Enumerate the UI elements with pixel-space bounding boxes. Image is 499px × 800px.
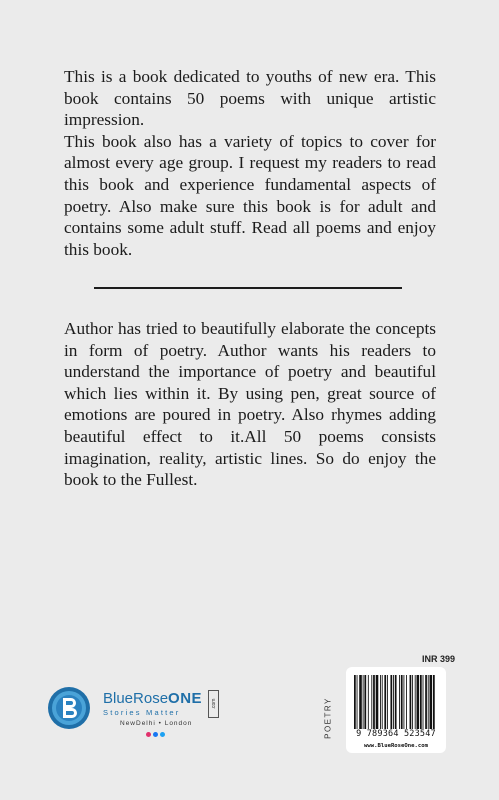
- barcode-bar: [423, 675, 424, 729]
- barcode-bar: [390, 675, 392, 729]
- publisher-name: [103, 690, 202, 707]
- barcode-bar: [399, 675, 400, 729]
- barcode-bar: [430, 675, 433, 729]
- barcode-bar: [376, 675, 379, 729]
- blurb-top: [64, 66, 436, 260]
- barcode-bar: [410, 675, 412, 729]
- barcode-bar: [403, 675, 404, 729]
- price-label: INR 399: [422, 654, 456, 664]
- barcode-bar: [364, 675, 366, 729]
- publisher-cities: NewDelhi • London: [120, 720, 193, 727]
- barcode-bar: [393, 675, 394, 729]
- social-icons: [146, 732, 165, 737]
- blurb-bottom: [64, 318, 436, 491]
- barcode-bar: [382, 675, 383, 729]
- genre-label-box: [322, 688, 334, 748]
- barcode-bar: [417, 675, 420, 729]
- barcode-bar: [420, 675, 422, 729]
- publisher-dotcom: .com: [210, 698, 217, 710]
- publisher-website: www.BlueRoseOne.com: [364, 743, 428, 749]
- instagram-icon: [146, 732, 151, 737]
- publisher-tagline: Stories Matter: [103, 708, 181, 717]
- barcode-bar: [368, 675, 369, 729]
- barcode-bar: [433, 675, 435, 729]
- barcode-bar: [406, 675, 407, 729]
- publisher-name-part2: ONE: [168, 690, 203, 707]
- barcode-bar: [412, 675, 413, 729]
- barcode-panel: [346, 667, 446, 753]
- barcode-bar: [384, 675, 386, 729]
- barcode-bar: [387, 675, 388, 729]
- blurb-paragraph: This is a book dedicated to youths of new era. This book contains 50 poems with unique artistic impression.: [64, 67, 436, 130]
- barcode-bar: [373, 675, 375, 729]
- barcode-bar: [357, 675, 358, 729]
- barcode-bar: [380, 675, 381, 729]
- isbn-number: 9 789364 523547: [356, 729, 436, 739]
- barcode-bar: [354, 675, 356, 729]
- barcode-bar: [425, 675, 427, 729]
- barcode-bar: [359, 675, 362, 729]
- barcode-bar: [363, 675, 364, 729]
- barcode-bar: [371, 675, 372, 729]
- isbn-barcode: [354, 675, 438, 731]
- barcode-bar: [415, 675, 416, 729]
- bluerose-b-logo-icon: [47, 686, 91, 730]
- publisher-name-part1: BlueRose: [103, 690, 169, 707]
- blurb-paragraph: This book also has a variety of topics to cover for almost every age group. I request my readers to read this book and experience fundamental aspects of poetry. Also make sure this book is for adult and contains some adult stuff. Read all poems and enjoy this book.: [64, 131, 436, 259]
- publisher-dotcom-box: [208, 690, 219, 718]
- divider-line: [94, 287, 402, 289]
- barcode-bar: [401, 675, 403, 729]
- facebook-icon: [153, 732, 158, 737]
- blurb-paragraph: Author has tried to beautifully elaborate the concepts in form of poetry. Author wants his readers to understand the importance of poetry and beautiful which lies within it. By using pen, great source of emotions are poured in poetry. Also rhymes adding beautiful effect to it.All 50 poems consists imagination, reality, artistic lines. So do enjoy the book to the Fullest.: [64, 319, 436, 490]
- genre-label: POETRY: [323, 697, 333, 739]
- barcode-bar: [395, 675, 397, 729]
- barcode-bar: [428, 675, 429, 729]
- twitter-icon: [160, 732, 165, 737]
